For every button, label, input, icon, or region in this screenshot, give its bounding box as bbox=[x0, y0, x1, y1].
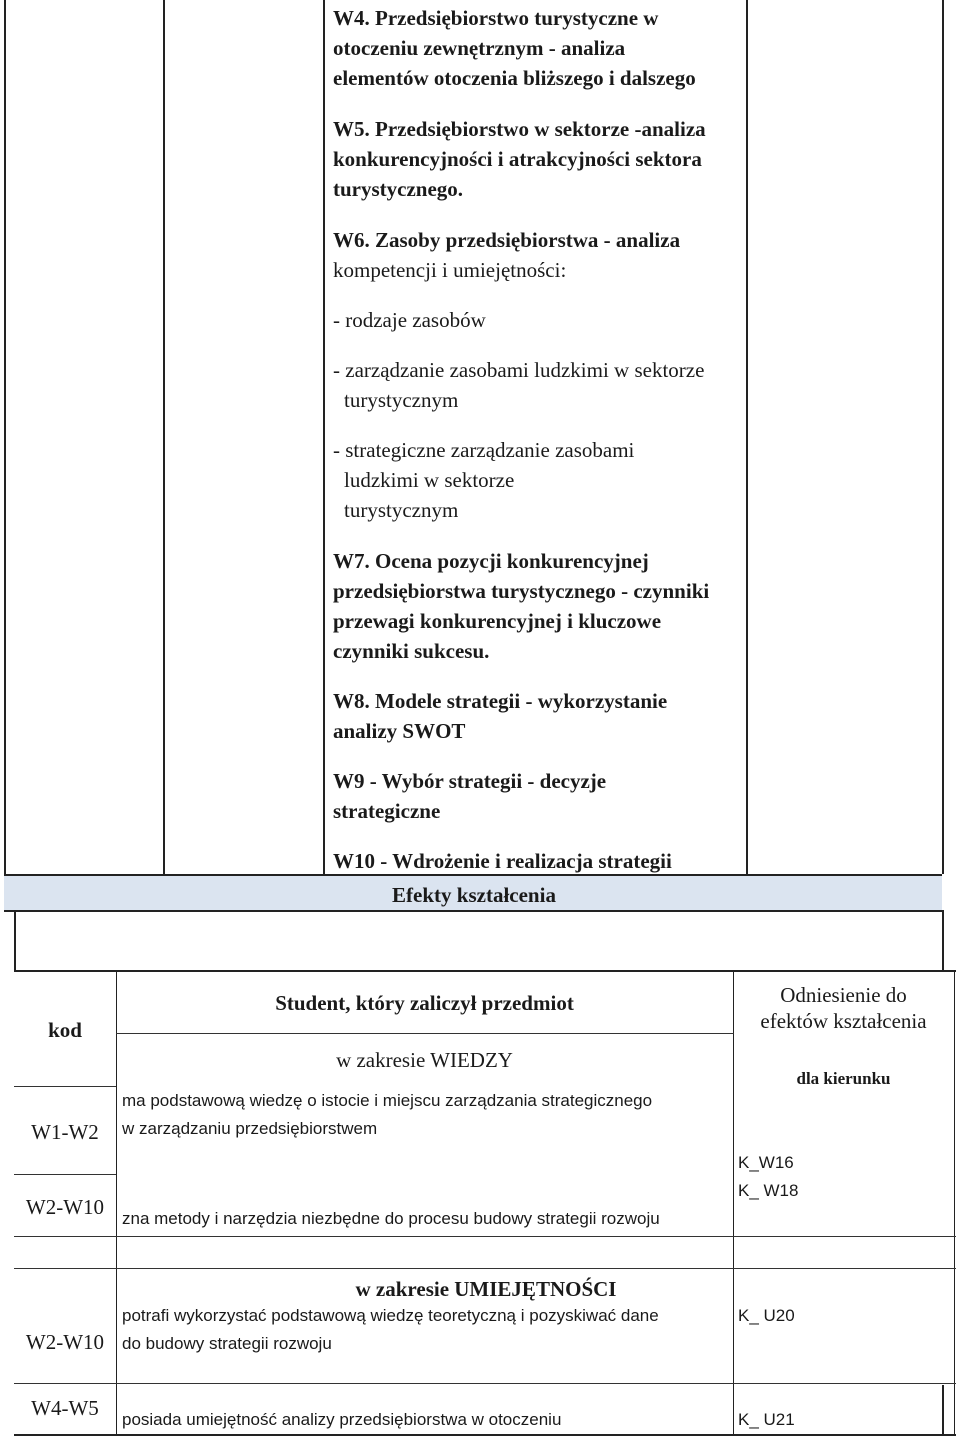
subitem-line: - rodzaje zasobów bbox=[333, 308, 486, 332]
header-ref-line: efektów kształcenia bbox=[760, 1009, 927, 1033]
subitem-line: turystycznym bbox=[344, 498, 459, 522]
outcomes-border-right-outer bbox=[942, 1385, 944, 1435]
outcomes-divider-code bbox=[116, 970, 117, 1436]
header-student: Student, który zaliczył przedmiot bbox=[275, 991, 574, 1015]
topic-line: otoczeniu zewnętrznym - analiza bbox=[333, 36, 626, 60]
row-desc-line: ma podstawową wiedzę o istocie i miejscu zarządzania strategicznego bbox=[122, 1091, 653, 1110]
topic-line: kompetencji i umiejętności: bbox=[333, 258, 567, 282]
topic-line: W5. Przedsiębiorstwo w sektorze -analiza bbox=[333, 117, 706, 141]
topic-line: przedsiębiorstwa turystycznego - czynniki bbox=[333, 579, 710, 603]
topic-line: W7. Ocena pozycji konkurencyjnej bbox=[333, 549, 649, 573]
row-code: W2-W10 bbox=[25, 1195, 105, 1219]
topic-line: przewagi konkurencyjnej i kluczowe bbox=[333, 609, 662, 633]
row-line bbox=[14, 1268, 956, 1269]
topic-line: czynniki sukcesu. bbox=[333, 639, 490, 663]
row-line bbox=[14, 1383, 956, 1384]
gap-border-left bbox=[14, 910, 16, 970]
row-desc-line: do budowy strategii rozwoju bbox=[122, 1334, 332, 1353]
row-code: W4-W5 bbox=[31, 1396, 99, 1420]
section-title: Efekty kształcenia bbox=[392, 883, 556, 907]
row-desc-line: zna metody i narzędzia niezbędne do procesu budowy strategii rozwoju bbox=[122, 1209, 660, 1228]
row-line bbox=[14, 1174, 116, 1175]
topic-line: W10 - Wdrożenie i realizacja strategii bbox=[333, 849, 672, 873]
knowledge-title: w zakresie WIEDZY bbox=[336, 1048, 513, 1072]
row-desc-line: potrafi wykorzystać podstawową wiedzę teoretyczną i pozyskiwać dane bbox=[122, 1306, 659, 1325]
subitem-line: - strategiczne zarządzanie zasobami bbox=[333, 438, 635, 462]
topic-line: W6. Zasoby przedsiębiorstwa - analiza bbox=[333, 228, 681, 252]
row-line bbox=[14, 1086, 116, 1087]
table-border-left bbox=[4, 0, 6, 874]
gap-border-right bbox=[942, 910, 944, 970]
outcomes-border-right bbox=[954, 970, 955, 1436]
outcomes-top-border bbox=[14, 970, 956, 972]
row-desc-line: w zarządzaniu przedsiębiorstwem bbox=[122, 1119, 378, 1138]
row-desc-line: posiada umiejętność analizy przedsiębiorstwa w otoczeniu bbox=[122, 1410, 562, 1429]
subitem-line: turystycznym bbox=[344, 388, 459, 412]
topic-line: turystycznego. bbox=[333, 177, 464, 201]
table-divider-1 bbox=[163, 0, 165, 874]
row-line bbox=[116, 1033, 734, 1034]
header-kod: kod bbox=[48, 1018, 82, 1042]
outcomes-divider-ref bbox=[733, 970, 734, 1436]
topic-line: W8. Modele strategii - wykorzystanie bbox=[333, 689, 668, 713]
row-code: W2-W10 bbox=[25, 1330, 105, 1354]
topic-line: konkurencyjności i atrakcyjności sektora bbox=[333, 147, 702, 171]
table-border-right bbox=[942, 0, 944, 874]
row-line bbox=[14, 1236, 956, 1237]
row-code: W1-W2 bbox=[31, 1120, 99, 1144]
topic-line: W9 - Wybór strategii - decyzje bbox=[333, 769, 607, 793]
ref-code: K_ U20 bbox=[738, 1306, 795, 1325]
skills-title: w zakresie UMIEJĘTNOŚCI bbox=[355, 1277, 617, 1301]
ref-code: K_W16 bbox=[738, 1153, 794, 1172]
table-divider-3 bbox=[746, 0, 748, 874]
ref-code: K_ W18 bbox=[738, 1181, 799, 1200]
subitem-line: ludzkimi w sektorze bbox=[344, 468, 515, 492]
outcomes-bottom-border bbox=[14, 1434, 956, 1436]
topic-line: strategiczne bbox=[333, 799, 441, 823]
topic-line: elementów otoczenia bliższego i dalszego bbox=[333, 66, 696, 90]
table-divider-2 bbox=[323, 0, 325, 874]
header-ref-line: Odniesienie do bbox=[780, 983, 907, 1007]
header-ref-sub: dla kierunku bbox=[796, 1069, 891, 1088]
ref-code: K_ U21 bbox=[738, 1410, 795, 1429]
topic-line: W4. Przedsiębiorstwo turystyczne w bbox=[333, 6, 659, 30]
subitem-line: - zarządzanie zasobami ludzkimi w sektorze bbox=[333, 358, 705, 382]
topic-line: analizy SWOT bbox=[333, 719, 466, 743]
